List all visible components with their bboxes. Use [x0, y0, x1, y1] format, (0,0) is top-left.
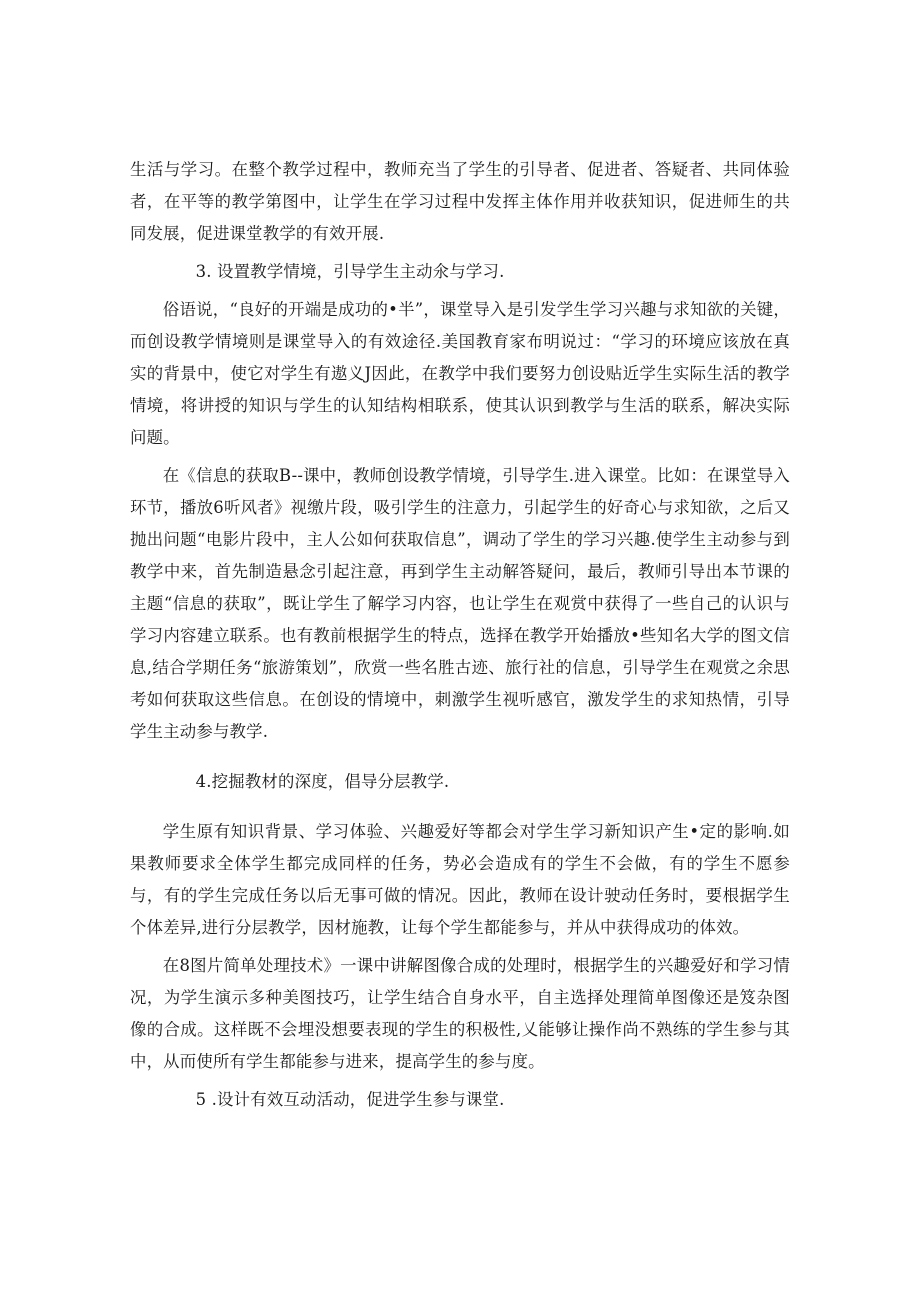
section-number: 4 — [195, 772, 207, 791]
section-heading-text: .挖掘教材的深度，倡导分层教学. — [206, 772, 450, 791]
section-number: 5 — [195, 1090, 207, 1109]
paragraph: 俗语说，“良好的开端是成功的•半”，课堂导入是引发学生学习兴趣与求知欲的关键，而创设教学情境则是课堂导入的有效途径.美国教育家布明说过：“学习的环境应该放在真实的背景中，使它对学生有遨义J因此，在教学中我们要努力创设贴近学生实际生活的教学情境，将讲授的知识与学生的认知结构相联系，使其认识到教学与生活的联系，解决实际问题。 — [130, 300, 790, 447]
section-heading-text: .设计有效互动活动，促进学生参与课堂. — [206, 1090, 505, 1109]
section-heading-3 — [130, 256, 790, 288]
section-heading-4 — [130, 766, 790, 798]
section-heading-5 — [130, 1084, 790, 1116]
paragraph: 在《信息的获取B--课中，教师创设教学情境，引导学生.进入课堂。比如：在课堂导入环节，播放6听风者》视缴片段，吸引学生的注意力，引起学生的好奇心与求知欲，之后又抛出问题“电影片段中，主人公如何获取信息”，调动了学生的学习兴趣.使学生主动参与到教学中来，首先制造悬念引起注意，再到学生主动解答疑问，最后，教师引导出本节课的主题“信息的获取”，既让学生了解学习内容，也让学生在观赏中获得了一些自己的认识与学习内容建立联系。也有教前根据学生的特点，选择在教学开始播放•些知名大学的图文信息,结合学期任务“旅游策划”，欣赏一些名胜古迹、旅行社的信息，引导学生在观赏之余思考如何获取这些信息。在创设的情境中，刺激学生视听感官，激发学生的求知热情，引导学生主动参与教学. — [130, 466, 790, 741]
section-heading-text: . 设置教学情境，引导学生主动氽与学习. — [206, 262, 505, 281]
paragraph-continuation: 生活与学习。在整个教学过程中，教师充当了学生的引导者、促进者、答疑者、共同体验者，在平等的教学第图中，让学生在学习过程中发挥主体作用并收获知识，促进师生的共同发展，促进课堂教学的有效开展. — [130, 160, 790, 243]
paragraph: 学生原有知识背景、学习体验、兴趣爱好等都会对学生学习新知识产生•定的影响.如果教师要求全体学生都完成同样的任务，势必会造成有的学生不会做，有的学生不愿参与，有的学生完成任务以后无事可做的情况。因此，教师在设计驶动任务时，要根据学生个体差异,进行分层教学，因材施教，让每个学生都能参与，并从中获得成功的体效。 — [130, 822, 790, 937]
section-number: 3 — [195, 262, 207, 281]
paragraph: 在8图片简单处理技术》一课中讲解图像合成的处理时，根据学生的兴趣爱好和学习情况，为学生演示多种美图技巧，让学生结合自身水平，自主选择处理简单图像还是笈杂图像的合成。这样既不会埋没想要表现的学生的积极性,乂能够让操作尚不熟练的学生参与其中，从而使所有学生都能参与进来，提高学生的参与度。 — [130, 956, 790, 1071]
